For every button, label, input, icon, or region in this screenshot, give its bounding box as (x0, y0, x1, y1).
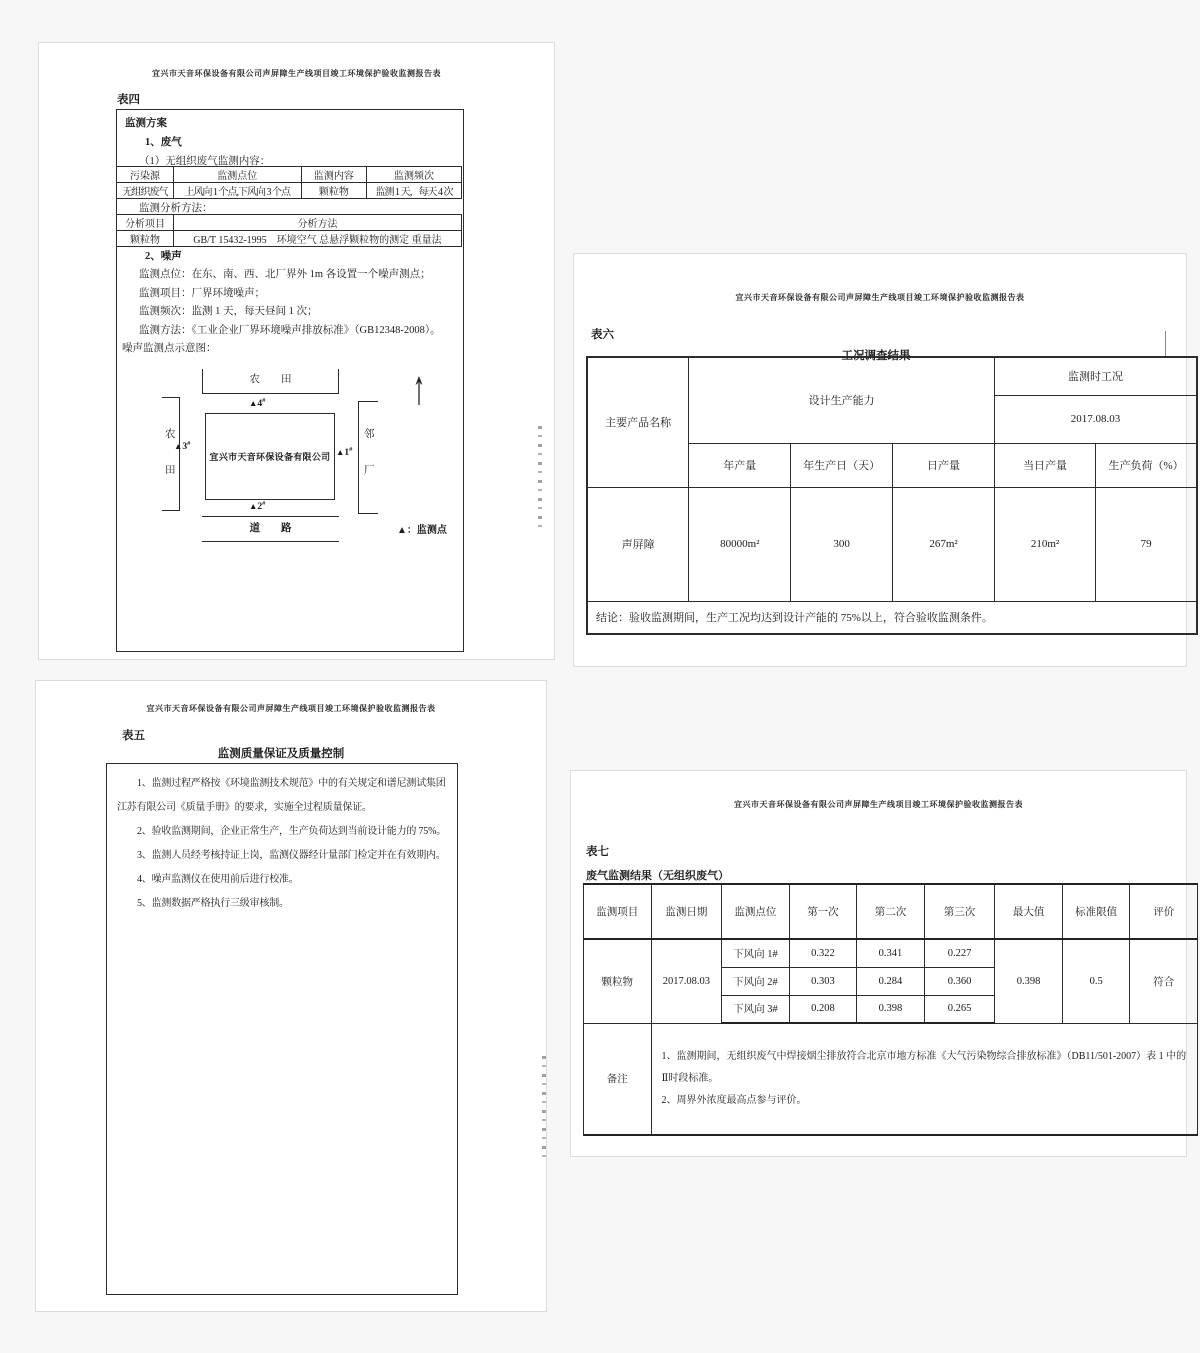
noise-heading: 2、噪声 (145, 251, 182, 262)
column-header: 评价 (1130, 884, 1198, 939)
point-hash: # (187, 440, 191, 447)
neighbor-char: 厂 (364, 465, 375, 476)
page-table4 (38, 42, 555, 660)
page-table6 (573, 253, 1187, 667)
monitoring-plan-box (116, 109, 464, 652)
table-cell: 符合 (1130, 939, 1198, 1023)
point-number: 3 (182, 442, 188, 453)
working-condition-table (586, 356, 1198, 635)
quality-item: 4、噪声监测仪在使用前后进行校准。 (137, 874, 299, 885)
triangle-marker-icon: ▲ (174, 441, 183, 452)
table-cell: 0.360 (924, 967, 995, 995)
remark-line: 1、监测期间，无组织废气中焊接烟尘排放符合北京市地方标准《大气污染物综合排放标准》（DB11/501-2007）表 1 中的Ⅱ时段标准。 (661, 1051, 1187, 1084)
point-number: 4 (257, 399, 263, 410)
table4-label: 表四 (117, 94, 140, 106)
table-cell: 0.5 (1062, 939, 1130, 1023)
point-hash: # (262, 500, 266, 507)
table5-title: 监测质量保证及质量控制 (217, 748, 345, 760)
table-cell: 下风向 1# (722, 939, 790, 967)
column-header: 第一次 (789, 884, 857, 939)
noise-line: 监测项目：厂界环境噪声； (139, 288, 265, 299)
table-cell: 颗粒物 (117, 231, 174, 247)
column-header: 监测内容 (301, 167, 367, 183)
company-box: 宜兴市天音环保设备有限公司 (205, 413, 335, 500)
gas-result-table (583, 883, 1198, 1136)
column-header: 监测项目 (584, 884, 652, 939)
doc-header: 宜兴市天音环保设备有限公司声屏障生产线项目竣工环境保护验收监测报告表 (735, 293, 1025, 302)
doc-header: 宜兴市天音环保设备有限公司声屏障生产线项目竣工环境保护验收监测报告表 (734, 800, 1023, 809)
point-number: 1 (344, 448, 350, 459)
neighbor-char: 邻 (364, 429, 375, 440)
table-cell: 2017.08.03 (651, 939, 722, 1023)
farmland-left-char: 农 (165, 429, 176, 440)
noise-line: 监测频次：监测 1 天，每天昼间 1 次； (139, 306, 318, 317)
table6-title: 工况调查结果 (841, 350, 911, 362)
column-header: 设计生产能力 (689, 357, 995, 443)
table-cell: 79 (1096, 487, 1197, 601)
legend-label: 监测点 (416, 525, 447, 536)
column-header: 监测点位 (173, 167, 301, 183)
analysis-heading: 监测分析方法： (139, 203, 213, 214)
farmland-top-label: 农 田 (202, 369, 339, 394)
scan-artifact (538, 426, 542, 531)
column-header: 分析方法 (173, 215, 461, 231)
column-header: 生产负荷（%） (1096, 443, 1197, 487)
noise-point-diagram (117, 110, 463, 651)
legend-marker-icon: ▲： (397, 525, 417, 536)
table-row (587, 487, 1197, 601)
column-header: 当日产量 (994, 443, 1095, 487)
monitor-date-cell: 2017.08.03 (994, 395, 1197, 443)
table6-label: 表六 (591, 329, 614, 341)
table-cell: 颗粒物 (301, 183, 367, 199)
table5-label: 表五 (122, 730, 145, 742)
table-cell: 267m² (893, 487, 995, 601)
column-header: 年产量 (689, 443, 791, 487)
table-cell: 0.322 (789, 939, 857, 967)
triangle-marker-icon: ▲ (249, 501, 258, 512)
road-label: 道 路 (202, 516, 339, 542)
page-table7 (570, 770, 1187, 1157)
table-row (584, 884, 1198, 939)
monitor-point-legend (397, 521, 447, 536)
noise-line: 监测点位：在东、南、西、北厂界外 1m 各设置一个噪声测点； (139, 269, 431, 280)
monitor-point-3 (174, 440, 190, 452)
column-header: 监测日期 (651, 884, 722, 939)
triangle-marker-icon: ▲ (249, 398, 258, 409)
column-header: 监测点位 (722, 884, 790, 939)
page-table5 (35, 680, 547, 1312)
gas-heading: 1、废气 (145, 137, 182, 148)
table-cell: 210m² (994, 487, 1095, 601)
table-cell: 下风向 2# (722, 967, 790, 995)
column-header: 第二次 (857, 884, 925, 939)
remark-label-cell: 备注 (584, 1023, 652, 1135)
column-header: 监测频次 (367, 167, 462, 183)
scan-artifact (542, 1056, 546, 1161)
column-header: 标准限值 (1062, 884, 1130, 939)
point-hash: # (262, 397, 266, 404)
column-header: 分析项目 (117, 215, 174, 231)
column-header: 年生产日（天） (791, 443, 893, 487)
noise-line: 监测方法：《工业企业厂界环境噪声排放标准》（GB12348-2008）。 (139, 325, 441, 336)
monitor-point-1 (336, 446, 352, 458)
remarks-cell (651, 1023, 1197, 1135)
quality-item: 2、验收监测期间，企业正常生产，生产负荷达到当前设计能力的 75%。 (137, 826, 447, 837)
scan-artifact (1165, 331, 1166, 357)
table-cell: 0.341 (857, 939, 925, 967)
farmland-left-char: 田 (165, 465, 176, 476)
table-cell: 上风向 1 个点,下风向 3 个点 (173, 183, 301, 199)
table-cell: 下风向 3# (722, 995, 790, 1023)
table-cell: 无组织废气 (117, 183, 174, 199)
remark-line: 2、周界外浓度最高点参与评价。 (661, 1095, 807, 1106)
table-cell: 80000m² (689, 487, 791, 601)
quality-item: 1、监测过程严格按《环境监测技术规范》中的有关规定和谱尼测试集团江苏有限公司《质量手册》的要求，实施全过程质量保证。 (117, 778, 446, 813)
point-number: 2 (257, 502, 263, 513)
plan-title: 监测方案 (125, 118, 167, 129)
table-cell: 声屏障 (587, 487, 689, 601)
triangle-marker-icon: ▲ (336, 447, 345, 458)
table7-label: 表七 (586, 846, 609, 858)
table-cell: 0.227 (924, 939, 995, 967)
table-cell: 0.284 (857, 967, 925, 995)
table-cell: 0.398 (857, 995, 925, 1023)
quality-control-box (106, 763, 458, 1295)
column-header: 第三次 (924, 884, 995, 939)
column-header: 监测时工况 (994, 357, 1197, 395)
table-row (584, 939, 1198, 967)
monitor-point-2 (249, 500, 265, 512)
column-header: 日产量 (893, 443, 995, 487)
farmland-left-bracket (162, 397, 183, 511)
doc-header: 宜兴市天音环保设备有限公司声屏障生产线项目竣工环境保护验收监测报告表 (152, 69, 441, 78)
neighbor-factory-bracket (358, 401, 378, 514)
point-hash: # (349, 446, 353, 453)
table7-subtitle: 废气监测结果（无组织废气） (586, 870, 729, 882)
table-cell: 300 (791, 487, 893, 601)
monitor-point-4 (249, 397, 265, 409)
quality-item: 5、监测数据严格执行三级审核制。 (137, 898, 289, 909)
table-cell: 0.398 (995, 939, 1063, 1023)
gas-sub-heading: （1）无组织废气监测内容： (139, 156, 271, 167)
table-cell: GB/T 15432-1995 环境空气 总悬浮颗粒物的测定 重量法 (173, 231, 461, 247)
north-arrow-icon (413, 376, 425, 409)
conclusion-cell: 结论：验收监测期间，生产工况均达到设计产能的 75%以上，符合验收监测条件。 (587, 601, 1197, 634)
diagram-heading: 噪声监测点示意图： (122, 343, 217, 354)
column-header: 污染源 (117, 167, 174, 183)
table-row (587, 601, 1197, 634)
table-row (584, 1023, 1198, 1135)
table-cell: 0.208 (789, 995, 857, 1023)
column-header: 主要产品名称 (587, 357, 689, 487)
quality-item: 3、监测人员经考核持证上岗，监测仪器经计量部门检定并在有效期内。 (137, 850, 446, 861)
table-cell: 0.265 (924, 995, 995, 1023)
table-cell: 0.303 (789, 967, 857, 995)
table-cell: 监测 1 天，每天 4 次 (367, 183, 462, 199)
column-header: 最大值 (995, 884, 1063, 939)
doc-header: 宜兴市天音环保设备有限公司声屏障生产线项目竣工环境保护验收监测报告表 (146, 704, 436, 713)
quality-items (107, 764, 457, 924)
table-cell: 颗粒物 (584, 939, 652, 1023)
table-row (587, 357, 1197, 395)
